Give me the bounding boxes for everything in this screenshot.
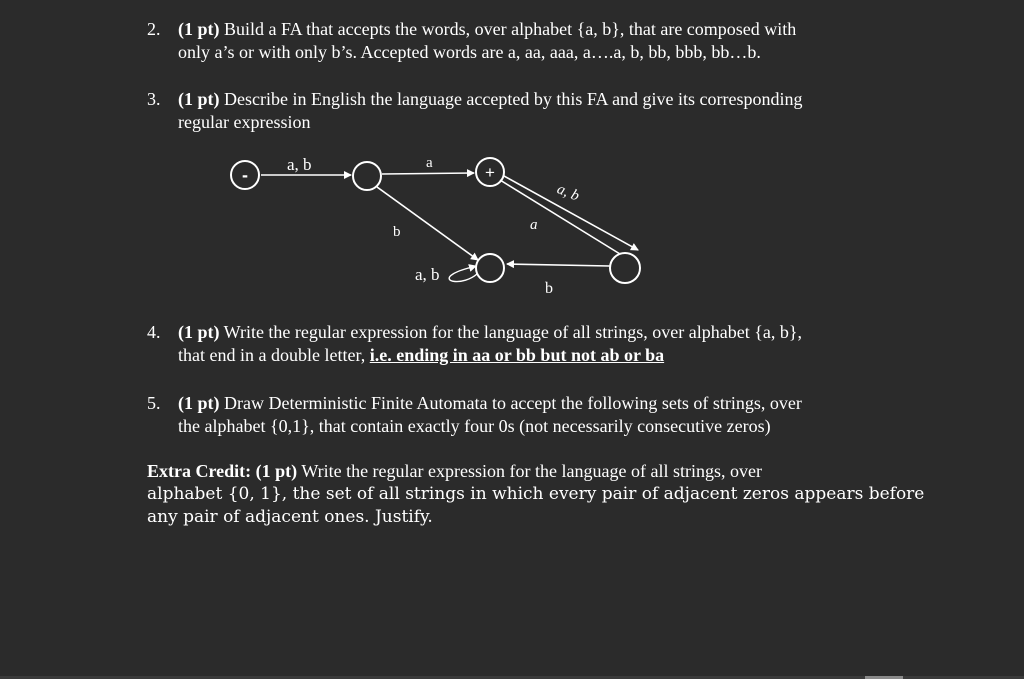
question-5	[147, 392, 927, 438]
question-4-emphasis: i.e. ending in aa or bb but not ab or ba	[369, 345, 665, 365]
state-q1	[353, 162, 381, 190]
question-2	[147, 18, 907, 64]
fa-diagram	[225, 150, 655, 300]
extra-credit-line-1: Write the regular expression for the language of all strings, over	[297, 461, 762, 481]
edge-q3-loop-label: a, b	[415, 265, 440, 284]
question-4	[147, 321, 927, 367]
question-2-line-2: only a’s or with only b’s. Accepted words are a, aa, aaa, a….a, b, bb, bbb, bb…b.	[178, 42, 761, 62]
edge-q1-final-label: a	[426, 155, 433, 171]
question-4-number: 4.	[147, 322, 161, 342]
state-q3	[476, 254, 504, 282]
question-5-points: (1 pt)	[178, 393, 220, 413]
extra-credit-line-3: any pair of adjacent ones. Justify.	[147, 507, 433, 527]
edge-q1-q3-label: b	[393, 224, 401, 240]
question-5-line-2: the alphabet {0,1}, that contain exactly four 0s (not necessarily consecutive zeros)	[178, 416, 771, 436]
question-2-line-1: Build a FA that accepts the words, over alphabet {a, b}, that are composed with	[219, 19, 797, 39]
edge-q1-final	[382, 173, 474, 174]
question-3-line-1: Describe in English the language accepted by this FA and give its corresponding	[219, 89, 803, 109]
question-3-number: 3.	[147, 89, 161, 109]
question-2-number: 2.	[147, 19, 161, 39]
edge-final-q3-label: a	[530, 217, 538, 233]
question-3	[147, 88, 907, 134]
edge-q3-final	[500, 258, 615, 260]
final-state-label: +	[485, 163, 495, 182]
question-3-line-2: regular expression	[178, 112, 311, 132]
question-5-number: 5.	[147, 393, 161, 413]
extra-credit-label: Extra Credit: (1 pt)	[147, 461, 298, 481]
edge-q3-loop	[449, 266, 477, 282]
question-4-line-1: Write the regular expression for the language of all strings, over alphabet {a, b},	[219, 322, 803, 342]
question-3-points: (1 pt)	[178, 89, 220, 109]
question-4-points: (1 pt)	[178, 322, 220, 342]
edge-start-q1-label: a, b	[287, 155, 312, 174]
edge-q4-q3-label: b	[545, 280, 553, 297]
question-2-points: (1 pt)	[178, 19, 220, 39]
question-5-line-1: Draw Deterministic Finite Automata to accept the following sets of strings, over	[219, 393, 802, 413]
extra-credit	[147, 460, 947, 529]
extra-credit-line-2: alphabet {0, 1}, the set of all strings in which every pair of adjacent zeros appears before	[147, 484, 925, 504]
edge-final-q4-label: a, b	[554, 181, 582, 205]
edge-q4-q3	[507, 264, 610, 266]
start-state-label: -	[242, 165, 248, 185]
question-4-line-2: that end in a double letter,	[178, 345, 370, 365]
state-q4	[610, 253, 640, 283]
